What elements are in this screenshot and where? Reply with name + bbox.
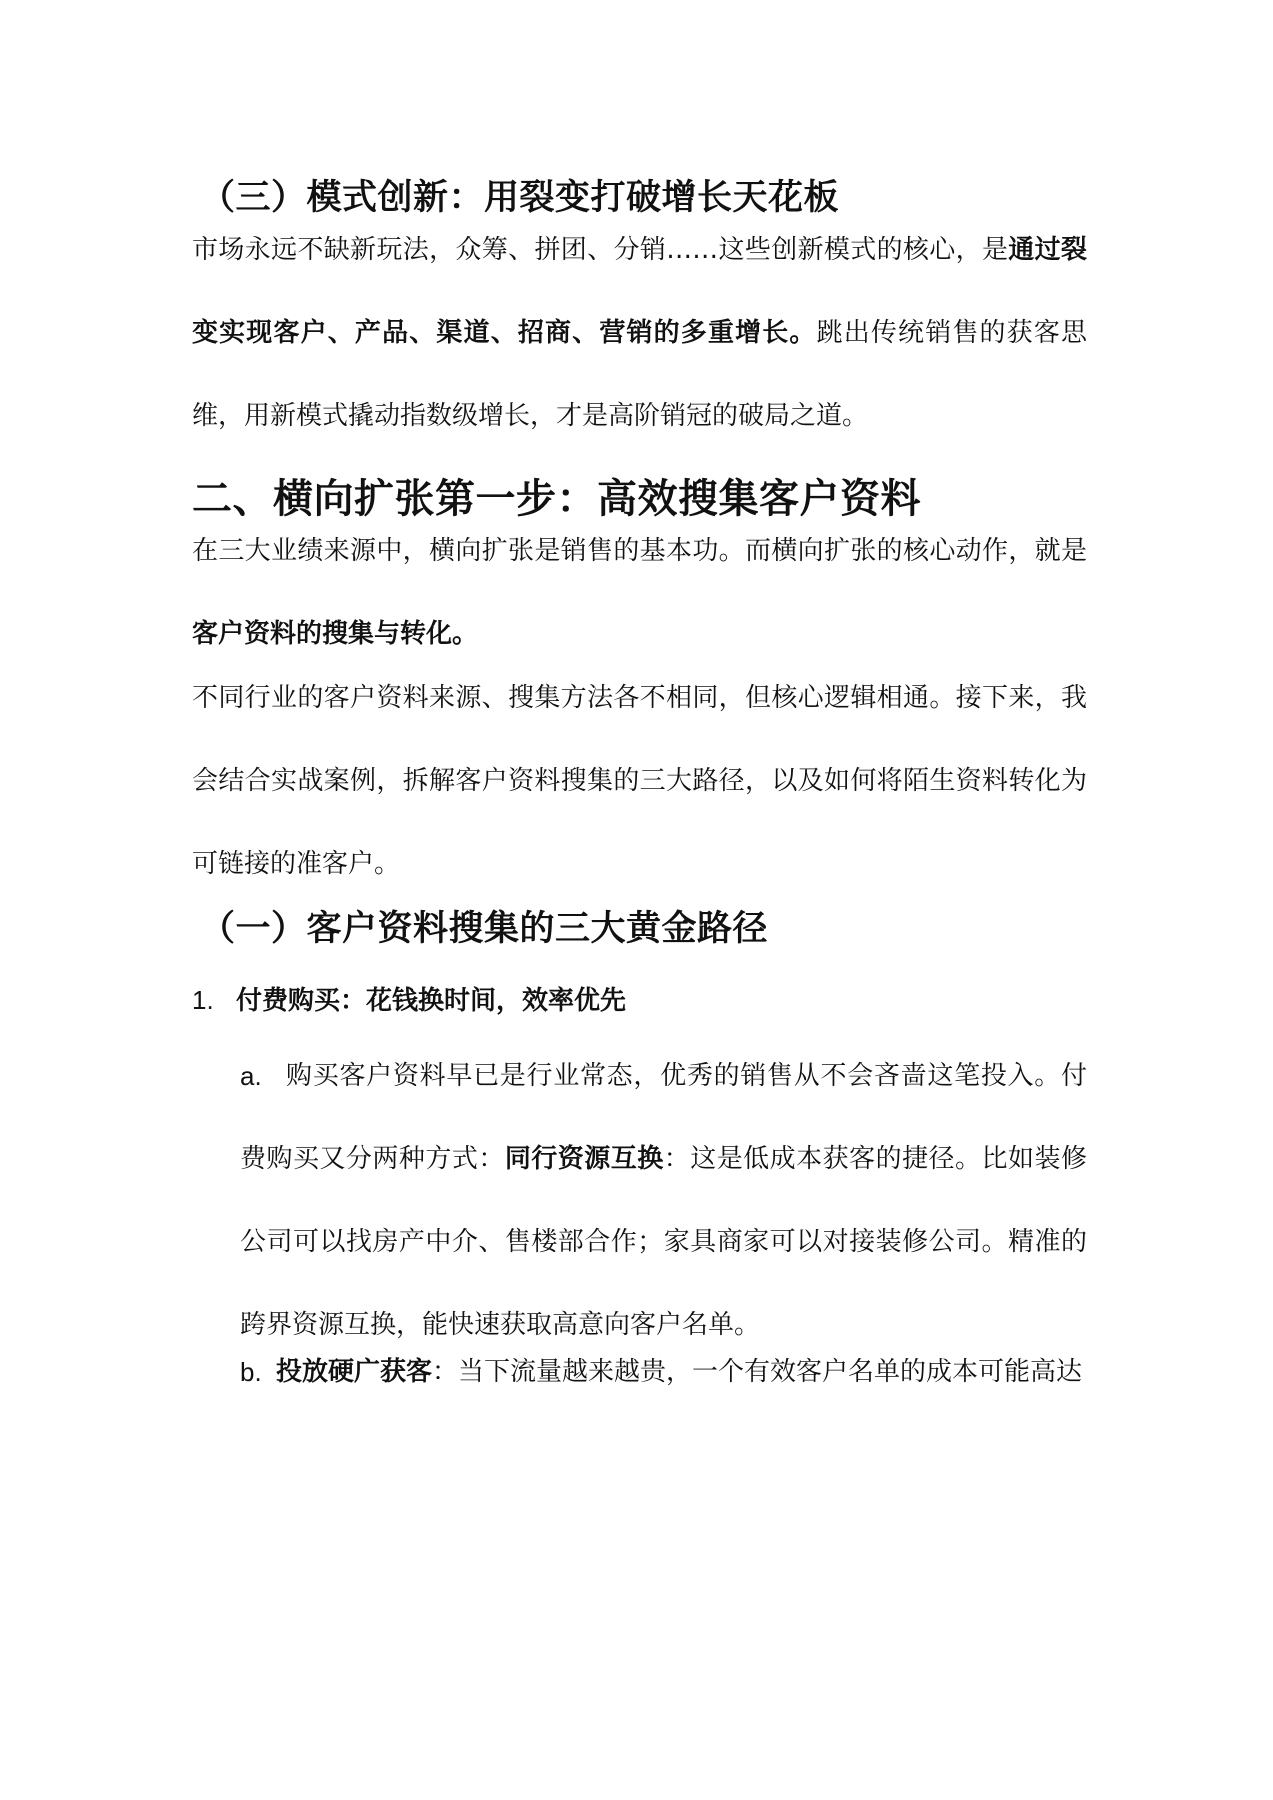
- sub-list-body: [240, 1331, 1087, 1414]
- sub-list-marker: b.: [240, 1357, 262, 1387]
- list-item-title: 付费购买：花钱换时间，效率优先: [236, 986, 627, 1016]
- paragraph-text: ：这是低成本获客的捷径。比如装修公司可以找房产中介、售楼部合作；家具商家可以对接装修公司。精准的跨界资源互换，能快速获取高意向客户名单。: [240, 1144, 1087, 1340]
- paragraph-text: 跳出传统销售的获客思维，用新模式撬动指数级增长，才是高阶销冠的破局之道。: [192, 318, 1087, 431]
- chapter-heading-collect-customer-data: 二、横向扩张第一步：高效搜集客户资料: [192, 476, 921, 522]
- paragraph-text: 在三大业绩来源中，横向扩张是销售的基本功。而横向扩张的核心动作，就是: [192, 536, 1087, 566]
- list-number: 1.: [192, 985, 214, 1015]
- sub-list-marker: a.: [240, 1061, 262, 1091]
- paragraph-mode-innovation: [192, 209, 1087, 458]
- paragraph-bold-text: 通过裂变实现客户、产品、渠道、招商、营销的多重增长。: [192, 235, 1087, 348]
- paragraph-text: ：当下流量越来越贵，一个有效客户名单的成本可能高达: [432, 1357, 1083, 1387]
- paragraph-text: 购买客户资料早已是行业常态，优秀的销售从不会吝啬这笔投入。付费购买又分两种方式：: [240, 1061, 1087, 1174]
- paragraph-text: 市场永远不缺新玩法，众筹、拼团、分销……这些创新模式的核心，是: [192, 235, 1009, 265]
- list-item-paid-purchase: [192, 980, 1087, 1021]
- sub-list-body: [240, 1035, 1087, 1367]
- paragraph-different-industries: 不同行业的客户资料来源、搜集方法各不相同，但核心逻辑相通。接下来，我会结合实战案例，拆解客户资料搜集的三大路径，以及如何将陌生资料转化为可链接的准客户。: [192, 683, 1087, 879]
- paragraph-horizontal-expansion: [192, 510, 1087, 676]
- sub-list-item-a: [240, 1035, 1087, 1367]
- sub-list-item-b: [240, 1331, 1087, 1414]
- paragraph-bold-text: 客户资料的搜集与转化。: [192, 619, 479, 649]
- section-heading-mode-innovation: （三）模式创新：用裂变打破增长天花板: [200, 178, 840, 218]
- section-heading-three-paths: （一）客户资料搜集的三大黄金路径: [200, 909, 769, 949]
- paragraph-bold-text: 同行资源互换: [504, 1144, 664, 1174]
- paragraph-bold-text: 投放硬广获客: [276, 1357, 433, 1387]
